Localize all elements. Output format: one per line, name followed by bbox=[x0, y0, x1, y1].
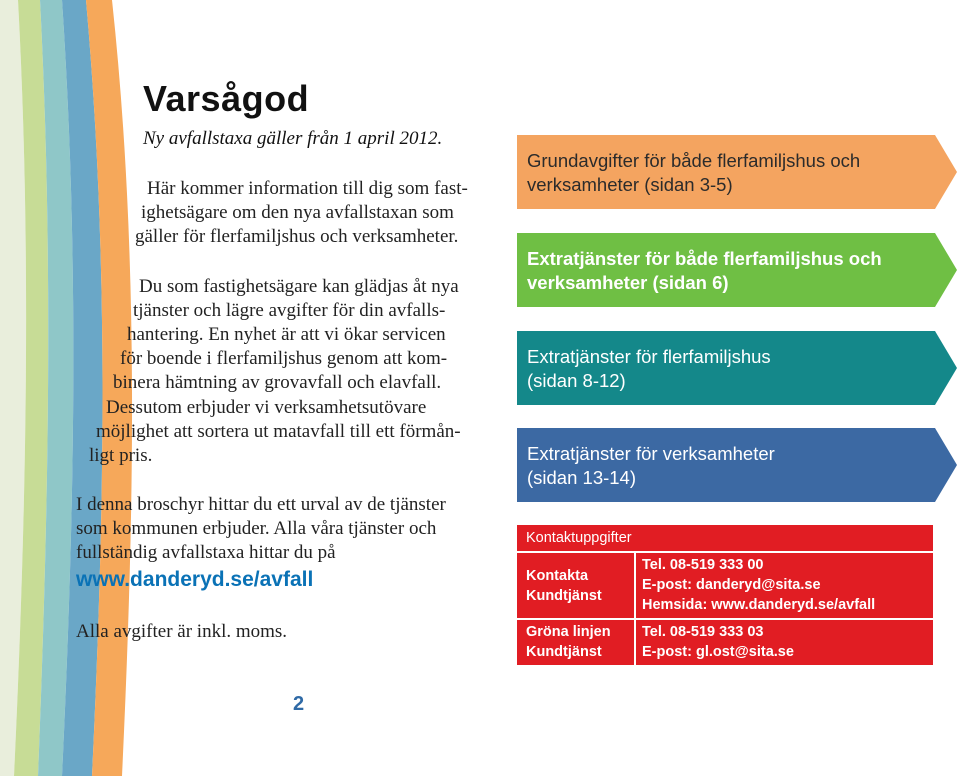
banner-text: Grundavgifter för både flerfamiljshus och bbox=[527, 150, 861, 171]
news-line: ligt pris. bbox=[89, 445, 153, 466]
banner-text: (sidan 13-14) bbox=[527, 467, 637, 488]
contact-email[interactable]: E-post: gl.ost@sita.se bbox=[642, 644, 794, 660]
brochure-line: fullständig avfallstaxa hittar du på bbox=[76, 542, 336, 563]
contact-website[interactable]: Hemsida: www.danderyd.se/avfall bbox=[642, 597, 876, 613]
brochure-line: I denna broschyr hittar du ett urval av de tjänster bbox=[76, 494, 446, 515]
news-line: möjlighet att sortera ut matavfall till ett förmån- bbox=[96, 421, 461, 442]
page-title: Varsågod bbox=[143, 78, 310, 119]
contact-label: Kundtjänst bbox=[526, 588, 602, 604]
banner-text: Extratjänster för både flerfamiljshus och bbox=[527, 248, 882, 269]
banner-text: Extratjänster för verksamheter bbox=[527, 443, 775, 464]
website-link[interactable]: www.danderyd.se/avfall bbox=[76, 568, 314, 591]
banner-text: verksamheter (sidan 6) bbox=[527, 272, 729, 293]
intro-line: gäller för flerfamiljshus och verksamheter. bbox=[135, 226, 459, 247]
contact-box bbox=[517, 525, 933, 665]
news-line: för boende i flerfamiljshus genom att kom- bbox=[120, 348, 448, 369]
intro-line: ighetsägare om den nya avfallstaxan som bbox=[141, 202, 454, 223]
banner-extras-multifamily[interactable] bbox=[517, 331, 940, 405]
news-line: Dessutom erbjuder vi verksamhetsutövare bbox=[106, 397, 427, 418]
vat-note: Alla avgifter är inkl. moms. bbox=[76, 621, 288, 642]
contact-phone: Tel. 08-519 333 00 bbox=[642, 557, 764, 573]
banner-base-fees[interactable] bbox=[517, 135, 940, 209]
brochure-line: som kommunen erbjuder. Alla våra tjänster och bbox=[76, 518, 437, 539]
banner-extras-business[interactable] bbox=[517, 428, 940, 502]
page-number: 2 bbox=[293, 693, 305, 715]
news-line: hantering. En nyhet är att vi ökar servicen bbox=[127, 324, 446, 345]
subtitle: Ny avfallstaxa gäller från 1 april 2012. bbox=[143, 128, 443, 149]
contact-header: Kontaktuppgifter bbox=[526, 530, 632, 546]
divider bbox=[634, 551, 636, 665]
contact-label: Kontakta bbox=[526, 568, 589, 584]
contact-email[interactable]: E-post: danderyd@sita.se bbox=[642, 577, 821, 593]
news-line: binera hämtning av grovavfall och elavfall. bbox=[113, 372, 442, 393]
divider bbox=[517, 618, 933, 620]
banner-text: Extratjänster för flerfamiljshus bbox=[527, 346, 771, 367]
banner-extras-both[interactable] bbox=[517, 233, 940, 307]
intro-line: Här kommer information till dig som fast- bbox=[147, 178, 468, 199]
contact-phone: Tel. 08-519 333 03 bbox=[642, 624, 764, 640]
news-line: tjänster och lägre avgifter för din avfalls- bbox=[133, 300, 446, 321]
banner-text: verksamheter (sidan 3-5) bbox=[527, 174, 733, 195]
news-line: Du som fastighetsägare kan glädjas åt nya bbox=[139, 276, 459, 297]
divider bbox=[517, 551, 933, 553]
contact-label: Gröna linjen bbox=[526, 624, 611, 640]
banner-text: (sidan 8-12) bbox=[527, 370, 626, 391]
contact-label: Kundtjänst bbox=[526, 644, 602, 660]
